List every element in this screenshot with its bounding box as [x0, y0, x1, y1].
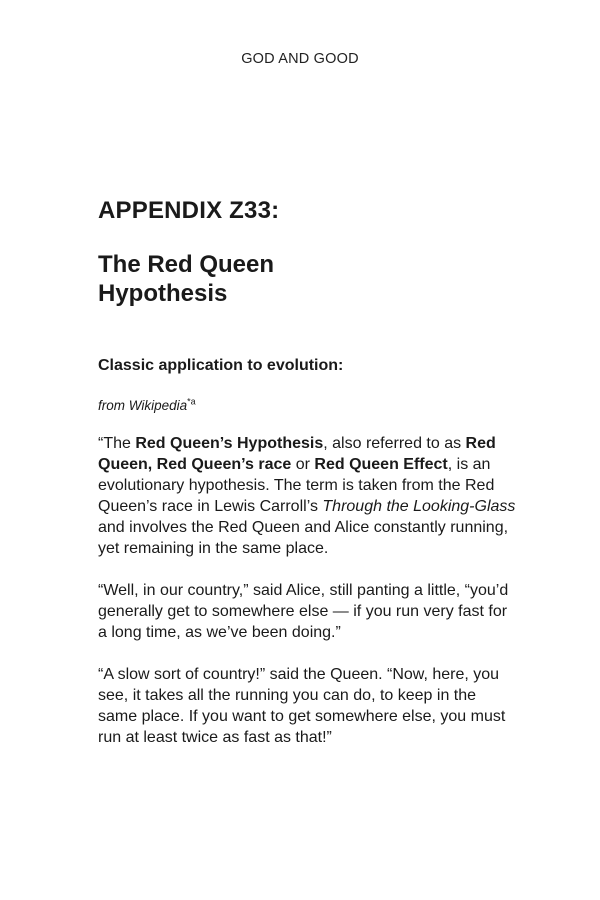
source-line: [98, 396, 518, 416]
appendix-label: APPENDIX Z33:: [98, 197, 280, 224]
para1-open: “The: [98, 435, 136, 452]
term-red-queen-race: Red Queen, Red Queen’s race: [98, 435, 496, 473]
section-heading: Classic application to evolution:: [98, 357, 344, 374]
para1-text-4: and involves the Red Queen and Alice constantly running, yet remaining in the same place.: [98, 519, 509, 557]
footnote-marker[interactable]: *a: [187, 396, 196, 407]
appendix-title: The Red Queen Hypothesis: [98, 251, 275, 307]
running-head: GOD AND GOOD: [241, 51, 359, 67]
para1-text-2: or: [291, 456, 315, 473]
term-red-queen-effect: Red Queen Effect: [314, 456, 448, 473]
paragraph-queen-quote: “A slow sort of country!” said the Queen. “Now, here, you see, it takes all the running you can do, to keep in the same place. If you want to get somewhere else, you must run at least twice as fast as that!”: [98, 666, 506, 746]
source-text: from Wikipedia: [98, 398, 188, 413]
term-red-queens-hypothesis: Red Queen’s Hypothesis: [135, 435, 324, 452]
page-content: [98, 194, 518, 748]
paragraph-alice-quote: “Well, in our country,” said Alice, still panting a little, “you’d generally get to somewhere else — if you run very fast for a long time, as we’ve been doing.”: [98, 582, 509, 641]
paragraph-definition: [98, 433, 518, 559]
para1-text-3: , is an evolutionary hypothesis. The term is taken from the Red Queen’s race in Lewis Carroll’s: [98, 456, 495, 515]
book-title: Through the Looking-Glass: [322, 498, 516, 515]
para1-text-1: , also referred to as: [323, 435, 466, 452]
